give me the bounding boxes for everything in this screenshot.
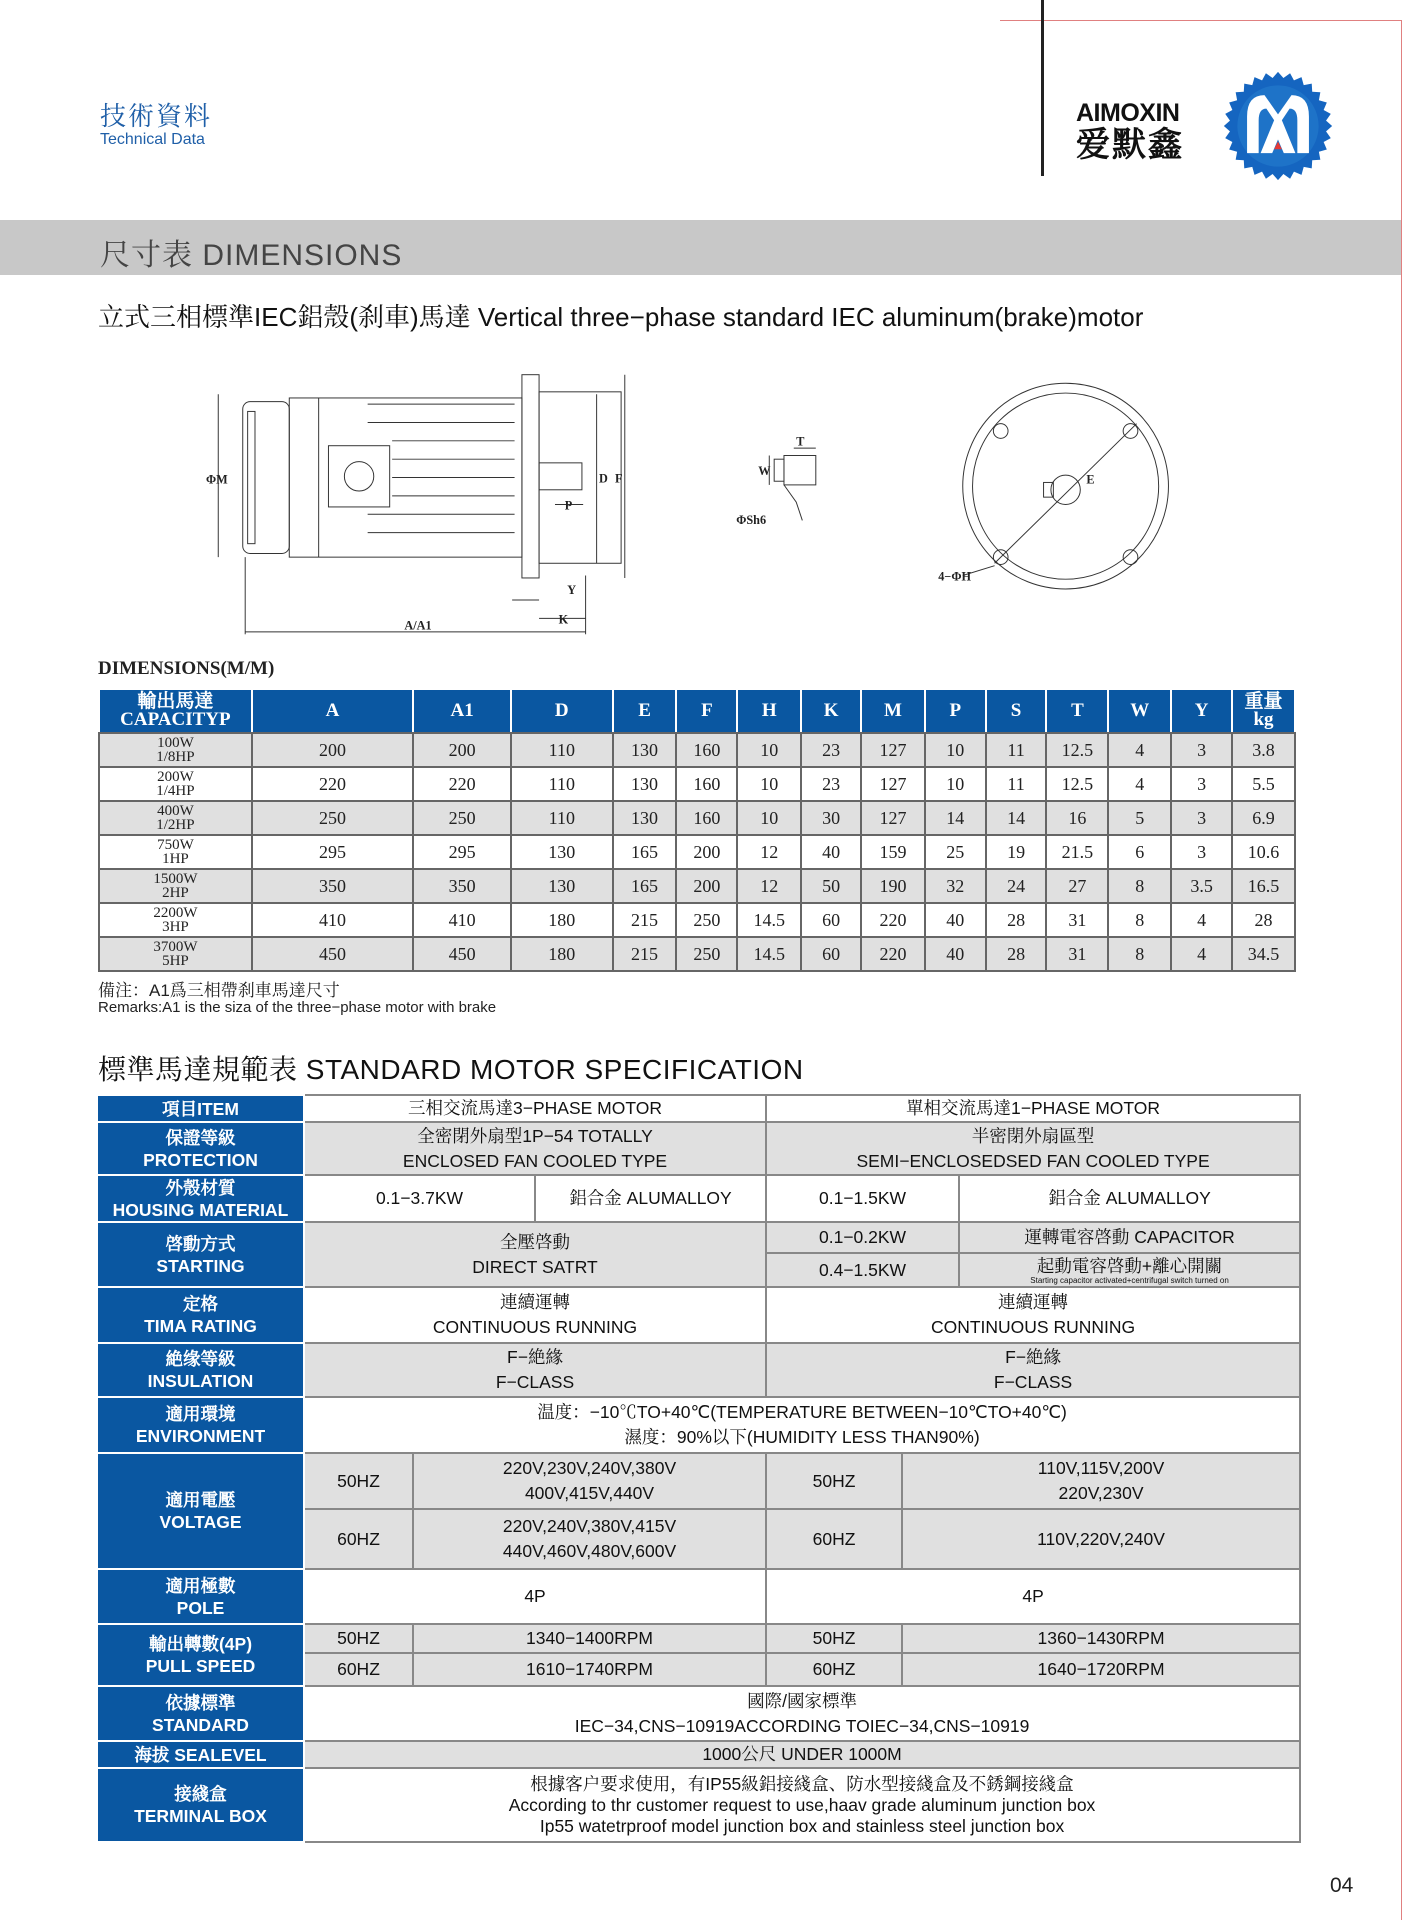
spec-title: 標準馬達規範表 STANDARD MOTOR SPECIFICATION xyxy=(98,1054,804,1085)
spec-label: 項目ITEM xyxy=(98,1095,304,1122)
spec-row-starting xyxy=(98,1222,1300,1253)
spec-cell: 三相交流馬達3−PHASE MOTOR xyxy=(304,1095,766,1122)
column-header: D xyxy=(511,689,613,733)
spec-cell: 60HZ xyxy=(766,1509,902,1569)
spec-label: 適用電壓 VOLTAGE xyxy=(98,1453,304,1569)
value-cell: 30 xyxy=(801,801,861,835)
spec-cell: 0.1−3.7KW xyxy=(304,1175,535,1222)
column-header: W xyxy=(1108,689,1171,733)
spec-label: 輸出轉數(4P) PULL SPEED xyxy=(98,1624,304,1686)
value-cell: 3 xyxy=(1171,801,1232,835)
value-cell: 10 xyxy=(737,801,801,835)
table-row xyxy=(99,801,1295,835)
value-cell: 16 xyxy=(1046,801,1108,835)
value-cell: 220 xyxy=(252,767,413,801)
spec-cell: 0.1−1.5KW xyxy=(766,1175,959,1222)
spec-row-protection xyxy=(98,1122,1300,1175)
spec-cell: 4P xyxy=(304,1569,766,1624)
brand-name-en: AIMOXIN xyxy=(1076,99,1180,127)
value-cell: 160 xyxy=(676,733,737,767)
spec-cell: 0.1−0.2KW xyxy=(766,1222,959,1253)
spec-label: 啓動方式 STARTING xyxy=(98,1222,304,1287)
spec-label: 絶缘等級 INSULATION xyxy=(98,1343,304,1397)
value-cell: 28 xyxy=(1232,903,1295,937)
page-border-top xyxy=(1000,20,1402,21)
table-row xyxy=(99,937,1295,971)
spec-cell: 1640−1720RPM xyxy=(902,1653,1300,1686)
column-header: 重量 kg xyxy=(1232,689,1295,733)
spec-row-environment xyxy=(98,1397,1300,1453)
value-cell: 23 xyxy=(801,767,861,801)
value-cell: 215 xyxy=(613,903,677,937)
spec-cell: 全密閉外扇型1P−54 TOTALLY ENCLOSED FAN COOLED TYPE xyxy=(304,1122,766,1175)
value-cell: 295 xyxy=(252,835,413,869)
value-cell: 5 xyxy=(1108,801,1171,835)
value-cell: 450 xyxy=(252,937,413,971)
value-cell: 130 xyxy=(613,733,677,767)
spec-row-standard xyxy=(98,1686,1300,1741)
spec-cell: 鋁合金 ALUMALLOY xyxy=(535,1175,766,1222)
label-y: Y xyxy=(567,582,577,597)
value-cell: 165 xyxy=(613,869,677,903)
brand-wordmark xyxy=(1076,100,1184,164)
remark-en: Remarks:A1 is the siza of the three−phase motor with brake xyxy=(98,999,497,1016)
value-cell: 410 xyxy=(252,903,413,937)
value-cell: 200 xyxy=(413,733,511,767)
value-cell: 350 xyxy=(413,869,511,903)
spec-cell: 50HZ xyxy=(304,1453,413,1509)
value-cell: 127 xyxy=(861,767,925,801)
value-cell: 295 xyxy=(413,835,511,869)
spec-cell: 全壓啓動 DIRECT SATRT xyxy=(304,1222,766,1287)
spec-label: 接綫盒 TERMINAL BOX xyxy=(98,1768,304,1842)
spec-cell: 50HZ xyxy=(766,1624,902,1653)
spec-row-voltage-50 xyxy=(98,1453,1300,1509)
column-header: T xyxy=(1046,689,1108,733)
value-cell: 250 xyxy=(676,937,737,971)
label-t: T xyxy=(796,434,805,449)
spec-cell: 1610−1740RPM xyxy=(413,1653,766,1686)
value-cell: 8 xyxy=(1108,937,1171,971)
spec-cell: F−絶緣 F−CLASS xyxy=(766,1343,1300,1397)
dimensions-label: DIMENSIONS(M/M) xyxy=(98,658,275,679)
value-cell: 250 xyxy=(676,903,737,937)
column-header: H xyxy=(737,689,801,733)
page-border-right xyxy=(1401,20,1402,1920)
header-title-cn: 技術資料 xyxy=(100,101,213,131)
label-e: E xyxy=(1086,472,1095,487)
value-cell: 12 xyxy=(737,835,801,869)
value-cell: 14.5 xyxy=(737,937,801,971)
spec-label: 定格 TIMA RATING xyxy=(98,1287,304,1343)
spec-label: 保證等級 PROTECTION xyxy=(98,1122,304,1175)
page-number: 04 xyxy=(1330,1874,1354,1897)
table-row xyxy=(99,903,1295,937)
label-d: D xyxy=(599,471,608,486)
header-divider xyxy=(1041,0,1044,176)
value-cell: 28 xyxy=(986,903,1047,937)
brand-name-cn: 爱默鑫 xyxy=(1076,126,1184,164)
value-cell: 10 xyxy=(737,733,801,767)
column-header: P xyxy=(925,689,986,733)
value-cell: 130 xyxy=(511,835,613,869)
value-cell: 28 xyxy=(986,937,1047,971)
spec-row-housing xyxy=(98,1175,1300,1222)
value-cell: 14 xyxy=(925,801,986,835)
capacity-cell: 100W 1/8HP xyxy=(99,733,252,767)
product-subtitle: 立式三相標準IEC鋁殼(刹車)馬達 Vertical three−phase standard IEC aluminum(brake)motor xyxy=(98,302,1144,332)
capacity-cell: 200W 1/4HP xyxy=(99,767,252,801)
value-cell: 110 xyxy=(511,733,613,767)
capacity-cell: 1500W 2HP xyxy=(99,869,252,903)
spec-cell: 110V,220V,240V xyxy=(902,1509,1300,1569)
value-cell: 3 xyxy=(1171,835,1232,869)
value-cell: 4 xyxy=(1108,767,1171,801)
spec-cell: 60HZ xyxy=(766,1653,902,1686)
value-cell: 25 xyxy=(925,835,986,869)
value-cell: 10 xyxy=(737,767,801,801)
label-phi-m: ΦM xyxy=(206,472,228,487)
value-cell: 40 xyxy=(925,903,986,937)
value-cell: 220 xyxy=(861,903,925,937)
spec-cell: 50HZ xyxy=(766,1453,902,1509)
spec-cell: 半密閉外扇區型 SEMI−ENCLOSEDSED FAN COOLED TYPE xyxy=(766,1122,1300,1175)
column-header: S xyxy=(986,689,1047,733)
brand-logo-icon xyxy=(1220,68,1336,184)
value-cell: 130 xyxy=(613,801,677,835)
column-header: Y xyxy=(1171,689,1232,733)
value-cell: 165 xyxy=(613,835,677,869)
label-p: P xyxy=(564,498,573,513)
value-cell: 410 xyxy=(413,903,511,937)
spec-row-pole xyxy=(98,1569,1300,1624)
value-cell: 11 xyxy=(986,767,1047,801)
value-cell: 12.5 xyxy=(1046,767,1108,801)
value-cell: 6 xyxy=(1108,835,1171,869)
value-cell: 200 xyxy=(676,835,737,869)
spec-cell: 連續運轉 CONTINUOUS RUNNING xyxy=(304,1287,766,1343)
capacity-cell: 2200W 3HP xyxy=(99,903,252,937)
value-cell: 250 xyxy=(413,801,511,835)
value-cell: 200 xyxy=(676,869,737,903)
value-cell: 10 xyxy=(925,767,986,801)
value-cell: 110 xyxy=(511,801,613,835)
value-cell: 27 xyxy=(1046,869,1108,903)
spec-row-sealevel xyxy=(98,1741,1300,1768)
value-cell: 6.9 xyxy=(1232,801,1295,835)
remark-cn: 備注：A1爲三相帶刹車馬達尺寸 xyxy=(98,981,340,1000)
value-cell: 160 xyxy=(676,801,737,835)
spec-cell: 60HZ xyxy=(304,1653,413,1686)
label-phi-h: 4−ΦH xyxy=(938,569,972,584)
column-header: A xyxy=(252,689,413,733)
value-cell: 31 xyxy=(1046,937,1108,971)
capacity-cell: 400W 1/2HP xyxy=(99,801,252,835)
label-k: K xyxy=(558,612,569,627)
spec-label: 依據標準 STANDARD xyxy=(98,1686,304,1741)
table-row xyxy=(99,869,1295,903)
dimension-drawing xyxy=(0,360,1421,660)
dimensions-header-row xyxy=(99,689,1295,733)
value-cell: 21.5 xyxy=(1046,835,1108,869)
column-header: E xyxy=(613,689,677,733)
table-row xyxy=(99,835,1295,869)
label-a-a1: A/A1 xyxy=(404,618,432,633)
value-cell: 40 xyxy=(801,835,861,869)
capacity-cell: 750W 1HP xyxy=(99,835,252,869)
value-cell: 50 xyxy=(801,869,861,903)
value-cell: 12 xyxy=(737,869,801,903)
value-cell: 3 xyxy=(1171,767,1232,801)
spec-cell: 根據客户要求使用，有IP55級鋁接綫盒、防水型接綫盒及不銹鋼接綫盒 According to thr customer request to use,haav grade aluminum junction box Ip55 watetrproof model junction box and stainless steel junction box xyxy=(304,1768,1300,1842)
value-cell: 130 xyxy=(511,869,613,903)
value-cell: 127 xyxy=(861,801,925,835)
spec-label: 外殼材質 HOUSING MATERIAL xyxy=(98,1175,304,1222)
spec-cell: 4P xyxy=(766,1569,1300,1624)
table-row xyxy=(99,733,1295,767)
value-cell: 14 xyxy=(986,801,1047,835)
spec-label: 適用極數 POLE xyxy=(98,1569,304,1624)
value-cell: 60 xyxy=(801,903,861,937)
spec-cell: 1000公尺 UNDER 1000M xyxy=(304,1741,1300,1768)
spec-cell: 起動電容啓動+離心開關 Starting capacitor activated+centrifugal switch turned on xyxy=(959,1253,1300,1287)
capacity-cell: 3700W 5HP xyxy=(99,937,252,971)
value-cell: 32 xyxy=(925,869,986,903)
spec-cell: 運轉電容啓動 CAPACITOR xyxy=(959,1222,1300,1253)
dimension-labels xyxy=(206,435,1095,633)
header-title-en: Technical Data xyxy=(100,131,205,148)
flange-front-view xyxy=(963,383,1169,589)
value-cell: 19 xyxy=(986,835,1047,869)
column-header: A1 xyxy=(413,689,511,733)
spec-label: 海拔 SEALEVEL xyxy=(98,1741,304,1768)
value-cell: 3 xyxy=(1171,733,1232,767)
value-cell: 110 xyxy=(511,767,613,801)
dimensions-table xyxy=(98,688,1296,972)
label-w: W xyxy=(758,464,771,479)
value-cell: 127 xyxy=(861,733,925,767)
value-cell: 8 xyxy=(1108,869,1171,903)
value-cell: 34.5 xyxy=(1232,937,1295,971)
section-title: 尺寸表 DIMENSIONS xyxy=(100,239,403,272)
value-cell: 4 xyxy=(1171,937,1232,971)
column-header: F xyxy=(676,689,737,733)
value-cell: 4 xyxy=(1108,733,1171,767)
value-cell: 5.5 xyxy=(1232,767,1295,801)
value-cell: 4 xyxy=(1171,903,1232,937)
spec-cell: 1360−1430RPM xyxy=(902,1624,1300,1653)
spec-cell: 220V,240V,380V,415V 440V,460V,480V,600V xyxy=(413,1509,766,1569)
value-cell: 60 xyxy=(801,937,861,971)
value-cell: 23 xyxy=(801,733,861,767)
spec-cell: 温度：−10℃TO+40℃(TEMPERATURE BETWEEN−10℃TO+40℃) 濕度：90%以下(HUMIDITY LESS THAN90%) xyxy=(304,1397,1300,1453)
spec-cell: 220V,230V,240V,380V 400V,415V,440V xyxy=(413,1453,766,1509)
value-cell: 180 xyxy=(511,903,613,937)
value-cell: 31 xyxy=(1046,903,1108,937)
value-cell: 14.5 xyxy=(737,903,801,937)
value-cell: 220 xyxy=(413,767,511,801)
value-cell: 250 xyxy=(252,801,413,835)
spec-cell: F−絶緣 F−CLASS xyxy=(304,1343,766,1397)
spec-cell: 1340−1400RPM xyxy=(413,1624,766,1653)
spec-cell: 鋁合金 ALUMALLOY xyxy=(959,1175,1300,1222)
spec-cell: 50HZ xyxy=(304,1624,413,1653)
value-cell: 220 xyxy=(861,937,925,971)
value-cell: 8 xyxy=(1108,903,1171,937)
spec-row-item xyxy=(98,1095,1300,1122)
spec-cell: 60HZ xyxy=(304,1509,413,1569)
spec-label: 適用環境 ENVIRONMENT xyxy=(98,1397,304,1453)
shaft-detail xyxy=(769,448,816,520)
spec-cell: 國際/國家標準 IEC−34,CNS−10919ACCORDING TOIEC−34,CNS−10919 xyxy=(304,1686,1300,1741)
value-cell: 215 xyxy=(613,937,677,971)
value-cell: 11 xyxy=(986,733,1047,767)
spec-row-insulation xyxy=(98,1343,1300,1397)
value-cell: 350 xyxy=(252,869,413,903)
value-cell: 160 xyxy=(676,767,737,801)
value-cell: 159 xyxy=(861,835,925,869)
value-cell: 10 xyxy=(925,733,986,767)
spec-row-terminal xyxy=(98,1768,1300,1842)
value-cell: 450 xyxy=(413,937,511,971)
value-cell: 180 xyxy=(511,937,613,971)
spec-row-speed-50 xyxy=(98,1624,1300,1653)
value-cell: 130 xyxy=(613,767,677,801)
spec-table xyxy=(98,1094,1301,1843)
table-row xyxy=(99,767,1295,801)
value-cell: 16.5 xyxy=(1232,869,1295,903)
column-header: 輸出馬達 CAPACITYP xyxy=(99,689,252,733)
value-cell: 12.5 xyxy=(1046,733,1108,767)
value-cell: 10.6 xyxy=(1232,835,1295,869)
value-cell: 190 xyxy=(861,869,925,903)
spec-cell: 0.4−1.5KW xyxy=(766,1253,959,1287)
spec-cell: 110V,115V,200V 220V,230V xyxy=(902,1453,1300,1509)
value-cell: 3.8 xyxy=(1232,733,1295,767)
label-phi-sh6: ΦSh6 xyxy=(736,513,767,528)
column-header: M xyxy=(861,689,925,733)
spec-cell: 單相交流馬達1−PHASE MOTOR xyxy=(766,1095,1300,1122)
column-header: K xyxy=(801,689,861,733)
spec-row-rating xyxy=(98,1287,1300,1343)
value-cell: 24 xyxy=(986,869,1047,903)
value-cell: 40 xyxy=(925,937,986,971)
label-f: F xyxy=(614,471,623,486)
spec-cell: 連續運轉 CONTINUOUS RUNNING xyxy=(766,1287,1300,1343)
value-cell: 200 xyxy=(252,733,413,767)
value-cell: 3.5 xyxy=(1171,869,1232,903)
